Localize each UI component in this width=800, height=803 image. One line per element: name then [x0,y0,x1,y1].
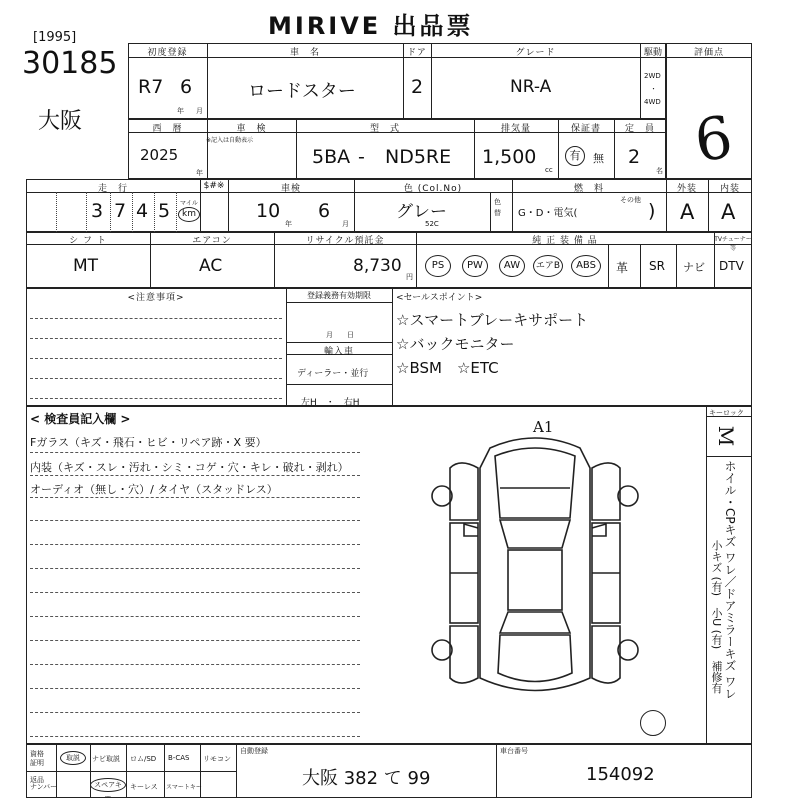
header-interior: 内装 [719,184,740,194]
car-diagram [420,428,650,718]
unit-month: 月 [196,107,203,115]
header-recycle: リサイクル預託金 [305,236,385,246]
header-model: 型 式 [369,124,400,134]
unit-year-2: 年 [196,169,203,177]
inspection-note: ※記入は自動表示 [206,137,254,144]
item-plate: ナンバー [30,783,58,791]
header-aircon: エアコン [192,236,232,246]
header-displacement: 排気量 [500,124,531,134]
header-doors: ドア [407,48,427,58]
drive-4wd: 4WD [644,98,661,106]
key-lock-label: キーロック [709,409,744,417]
sales-point-2: ☆バックモニター [396,335,515,353]
spare-tire-icon [640,710,666,736]
interior-grade: A [721,200,736,224]
lot-number: 30185 [22,46,118,81]
header-capacity: 定 員 [624,124,655,134]
form-title: MIRIVE 出品票 [268,12,474,40]
inspector-line-audio-tire: オーディオ（無し・穴）/ タイヤ（スタッドレス） [30,483,278,496]
warranty-yes-circled: 有 [565,146,585,166]
displacement: 1,500 [482,146,537,168]
mileage-digit-4: 5 [158,200,171,222]
equip-dtv: DTV [719,259,744,273]
header-chassis: 車台番号 [500,747,528,755]
header-exterior: 外装 [676,184,697,194]
western-year: 2025 [140,146,179,164]
header-notes: <注意事項> [127,293,185,303]
fuel-options: G・D・電気( [518,208,578,219]
unit-year: 年 [177,107,184,115]
steering-side: 左H ・ 右H [301,398,360,408]
key-lock-value: M [714,425,739,447]
header-import: 輸入車 [323,347,354,357]
expiry-year: 10 [256,200,281,222]
equip-ps: PS [425,255,451,277]
item-bcas: B-CAS [168,754,190,762]
vertical-notes-1: ホイル・CPキズ ワレ／ドアミラーキズ ワレ [723,460,737,700]
model-dash: - [358,146,365,168]
mileage-digit-2: 7 [114,200,127,222]
header-tv-tuner: TVチューナー等 [714,236,752,252]
color: グレー [396,202,447,222]
drive-2wd: 2WD [644,72,661,80]
score-value: 6 [690,102,737,176]
item-remote: リモコン [203,755,231,763]
lot-venue: 大阪 [38,109,83,134]
first-registration-month: 6 [180,76,193,98]
header-return: 返品 [30,776,44,784]
header-shift: シ フ ト [69,236,107,246]
unit-year-3: 年 [285,220,292,228]
mileage-digit-1: 3 [91,200,104,222]
model-prefix: 5BA [312,146,351,168]
vertical-notes-2: 小キズ (有) 小U (有) 補修有 [710,540,723,694]
first-registration-era: R7 [138,76,164,98]
header-meter-swap: $#※ [203,181,225,191]
warranty-no: 無 [593,152,604,165]
damage-mark-a1: A1 [533,418,554,436]
unit-cc: cc [545,166,553,174]
header-mileage: 走 行 [97,184,128,194]
header-grade: グレード [515,48,556,58]
doors: 2 [411,76,424,98]
exterior-grade: A [680,200,695,224]
header-first-registration: 初度登録 [147,48,188,58]
item-navi-manual: ナビ取説 [92,755,120,763]
license-plate: 大阪 382 て 99 [302,768,431,789]
expiry-month: 6 [318,200,331,222]
header-equipment: 純 正 装 備 品 [532,236,598,246]
import-type: ディーラー・並行 [297,369,369,379]
unit-month-3: 月 [342,220,349,228]
capacity: 2 [628,146,641,168]
km-circled: km [178,207,200,222]
lot-year: [1995] [33,30,77,45]
shift: MT [73,256,99,276]
inspector-title: < 検査員記入欄 > [30,412,131,426]
equip-pw: PW [462,255,488,277]
inspector-line-interior: 内装（キズ・スレ・汚れ・シミ・コゲ・穴・キレ・破れ・剥れ） [30,461,349,474]
header-color: 色 (Col.No) [403,184,463,194]
header-certificate: 資格証明 [30,750,44,767]
header-reg-expiry: 登録義務有効期限 [307,291,371,300]
header-plate: 自動登録 [240,747,268,755]
equip-aw: AW [499,255,525,277]
header-fuel: 燃 料 [573,184,604,194]
car-name: ロードスター [248,81,356,102]
color-change-label: 色替 [494,198,501,217]
aircon: AC [199,256,223,276]
equip-navi: ナビ [683,261,705,274]
item-smart-key: スマートキー [166,784,202,791]
color-code: 52C [425,220,439,228]
mileage-digit-3: 4 [136,200,149,222]
equip-abs: ABS [571,255,601,277]
header-warranty: 保証書 [570,124,601,134]
header-score: 評価点 [693,48,724,58]
model: ND5RE [385,146,452,168]
unit-yen: 円 [406,273,413,281]
item-spare-key: スペアキー [90,778,126,792]
item-rom-sd: ロム/SD [130,755,157,763]
recycle-deposit: 8,730 [353,256,402,276]
fuel-other-label: その他 [620,196,641,204]
equip-airbag: エアB [533,255,563,277]
grade: NR-A [510,77,552,97]
header-inspection: 車 検 [236,124,267,134]
header-sales-points: <セールスポイント> [396,293,483,303]
reg-expiry-month-day: 月 日 [326,331,354,339]
inspector-line-glass: Fガラス（キズ・飛石・ヒビ・リペア跡・X 要） [30,436,267,449]
mile-label: マイル [180,200,198,207]
header-expiry: 車検 [280,184,301,194]
equip-leather: 革 [616,261,629,275]
header-western-year: 西 暦 [152,124,183,134]
chassis-number: 154092 [586,764,655,785]
item-keyless: キーレス [130,783,158,791]
item-manual: 取説 [60,751,86,765]
sales-point-1: ☆スマートブレーキサポート [396,311,589,329]
drive-dot: ・ [650,85,657,93]
unit-persons: 名 [656,167,663,175]
header-drive: 駆動 [643,48,662,58]
equip-sunroof: SR [649,259,665,273]
fuel-close-paren: ) [648,200,656,222]
header-car-name: 車 名 [289,48,320,58]
sales-point-3: ☆BSM ☆ETC [396,359,499,377]
